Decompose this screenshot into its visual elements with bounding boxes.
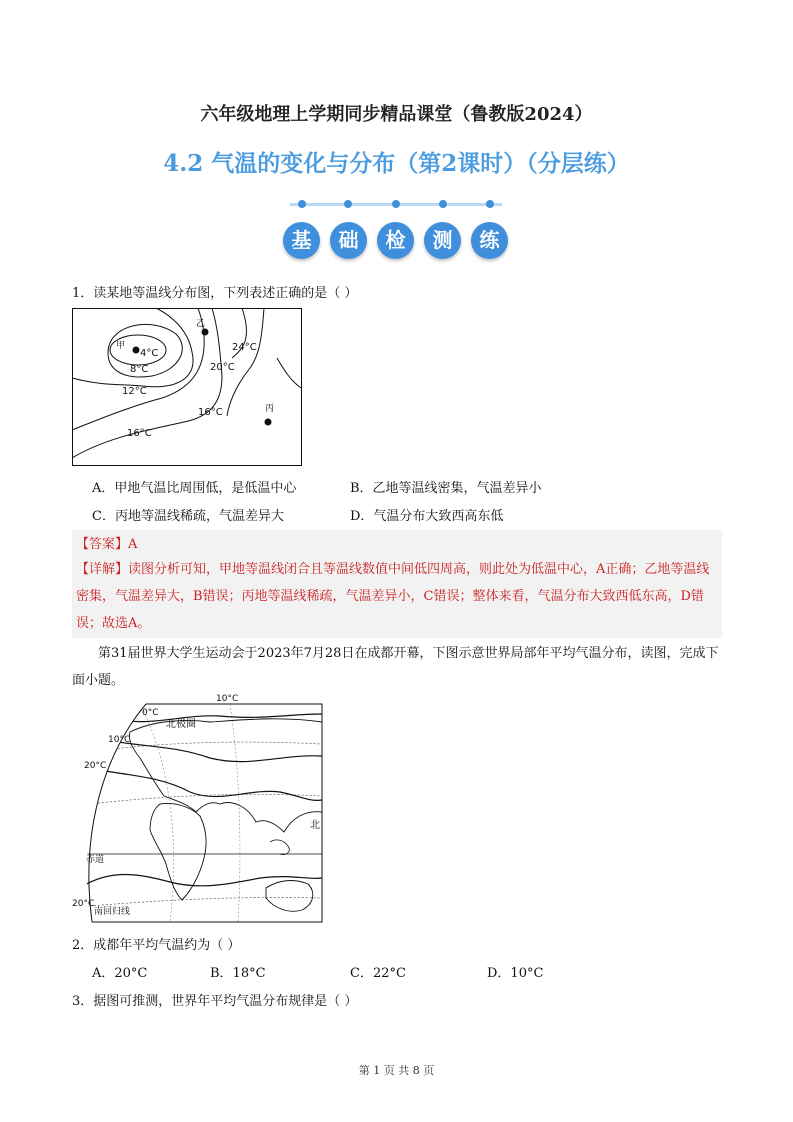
label-12c: 12°C	[122, 386, 147, 397]
label-0c: 0°C	[142, 708, 159, 718]
question-2-stem: 2．成都年平均气温约为（ ）	[72, 938, 241, 953]
detail-label: 【详解】	[76, 562, 129, 577]
world-temperature-map	[70, 692, 330, 924]
q2-option-a[interactable]: A．20°C	[92, 966, 148, 981]
material-intro: 第31届世界大学生运动会于2023年7月28日在成都开幕，下图示意世界局部年平均气温分布，读图，完成下面小题。	[72, 646, 719, 688]
label-8c: 8°C	[130, 364, 149, 375]
question-1-stem: 1．读某地等温线分布图，下列表述正确的是（ ）	[72, 286, 358, 301]
banner-dot	[439, 200, 447, 208]
q2-option-c[interactable]: C．22°C	[350, 966, 406, 981]
q2-option-d[interactable]: D．10°C	[487, 966, 544, 981]
banner-dot	[392, 200, 400, 208]
label-10c-left: 10°C	[108, 735, 131, 745]
banner-char: 练	[471, 222, 508, 259]
label-tropic-capricorn: 南回归线	[94, 907, 131, 917]
eurasia-outline	[129, 719, 322, 832]
q1-option-b[interactable]: B．乙地等温线密集，气温差异小	[350, 481, 542, 496]
label-10c-top: 10°C	[216, 694, 239, 704]
banner-char: 基	[283, 222, 320, 259]
isotherm-10c	[98, 738, 322, 762]
label-north: 北	[310, 820, 320, 831]
label-20c-left: 20°C	[84, 761, 107, 771]
answer-label: 【答案】A	[76, 537, 138, 552]
label-4c: 4°C	[140, 348, 159, 359]
tropic-capricorn-line	[90, 897, 322, 906]
page-footer: 第 1 页 共 8 页	[358, 1064, 435, 1077]
islands-outline	[270, 840, 289, 855]
detail-text: 读图分析可知，甲地等温线闭合且等温线数值中间低四周高，则此处为低温中心，A正确；乙地等温线密集，气温差异大，B错误；丙地等温线稀疏，气温差异小，C错误；整体来看，气温分布大致西低东高，D错误；故选A。	[76, 562, 710, 631]
question-3-stem: 3．据图可推测，世界年平均气温分布规律是（ ）	[72, 994, 358, 1009]
label-equator: 赤道	[86, 855, 105, 865]
meridian-line	[230, 704, 240, 922]
australia-outline	[266, 881, 313, 912]
label-20c: 20°C	[210, 362, 235, 373]
banner-char: 础	[330, 222, 367, 259]
q1-option-a[interactable]: A．甲地气温比周围低，是低温中心	[92, 481, 297, 496]
point-jia	[133, 347, 140, 354]
label-bing: 丙	[265, 404, 275, 414]
label-16c-mid: 16°C	[198, 407, 223, 418]
banner-char: 测	[424, 222, 461, 259]
banner-dot	[344, 200, 352, 208]
banner-char: 检	[377, 222, 414, 259]
isotherm-20c-north	[88, 768, 322, 800]
label-arctic-circle: 北极圈	[166, 719, 196, 730]
q1-option-d[interactable]: D．气温分布大致西高东低	[350, 509, 504, 524]
answer-detail	[76, 556, 722, 637]
banner-dot	[486, 200, 494, 208]
q2-option-b[interactable]: B．18°C	[210, 966, 266, 981]
page-title: 六年级地理上学期同步精品课堂（鲁教版2024）	[200, 104, 593, 125]
isotherm-map	[72, 308, 302, 466]
banner-dot	[298, 200, 306, 208]
label-16c-low: 16°C	[127, 428, 152, 439]
lesson-title: 4.2 气温的变化与分布（第2课时）（分层练）	[163, 150, 630, 177]
label-yi: 乙	[196, 319, 206, 329]
q1-option-c[interactable]: C．丙地等温线稀疏，气温差异大	[92, 509, 284, 524]
meridian-line	[140, 704, 174, 922]
label-jia: 甲	[116, 341, 126, 351]
label-24c: 24°C	[232, 342, 257, 353]
point-bing	[265, 419, 272, 426]
label-20c-bottom: 20°C	[72, 899, 95, 909]
point-yi	[202, 329, 209, 336]
